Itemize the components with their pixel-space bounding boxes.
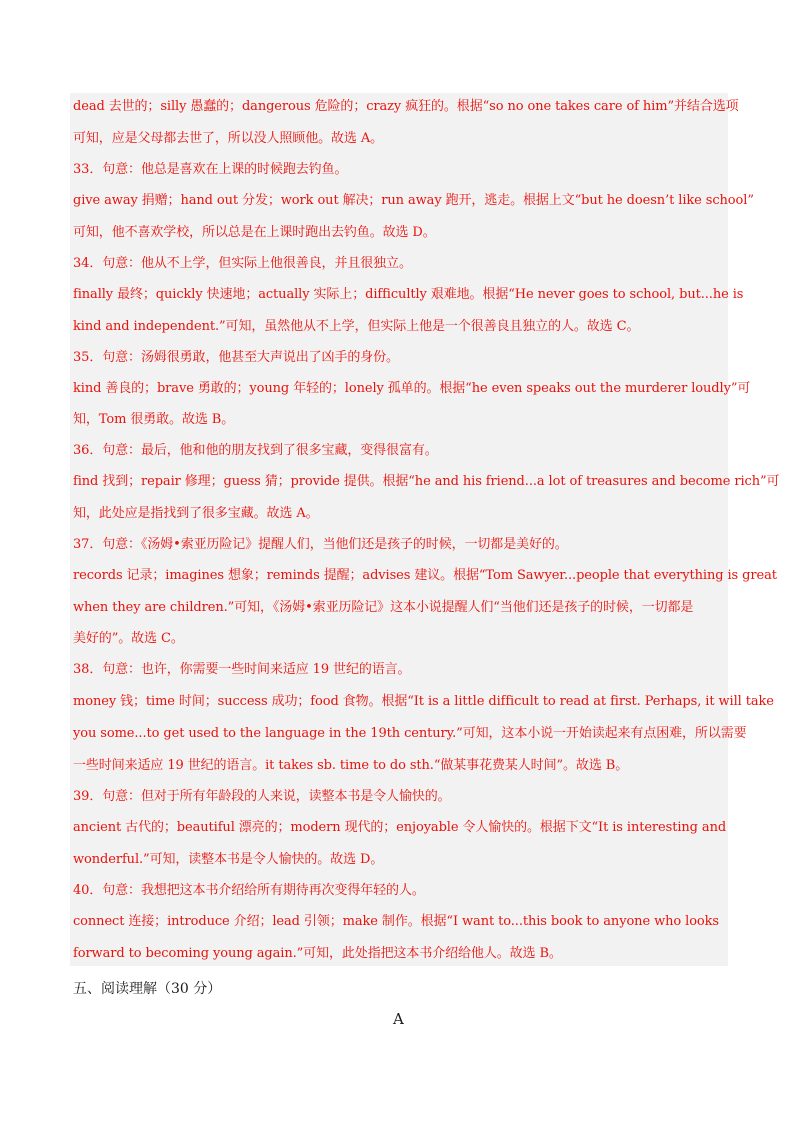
passage-label: A — [393, 1010, 404, 1028]
explanation-line: forward to becoming young again.”可知，此处指把这本书介绍给他人。故选 B。 — [73, 946, 562, 961]
explanation-line: 知，此处应是指找到了很多宝藏。故选 A。 — [73, 506, 319, 521]
explanation-line: you some...to get used to the language in the 19th century.”可知，这本小说一开始读起来有点困难，所以需要 — [73, 726, 747, 741]
explanation-line: 知，Tom 很勇敢。故选 B。 — [73, 412, 235, 427]
explanation-line: kind and independent.”可知，虽然他从不上学，但实际上他是一个很善良且独立的人。故选 C。 — [73, 319, 640, 334]
question-line: 36．句意：最后，他和他的朋友找到了很多宝藏，变得很富有。 — [73, 443, 438, 458]
explanation-line: 一些时间来适应 19 世纪的语言。it takes sb. time to do sth.“做某事花费某人时间”。故选 B。 — [73, 758, 629, 773]
question-line: 40．句意：我想把这本书介绍给所有期待再次变得年轻的人。 — [73, 883, 425, 898]
question-line: 33．句意：他总是喜欢在上课的时候跑去钓鱼。 — [73, 162, 348, 177]
explanation-line: dead 去世的；silly 愚蠢的；dangerous 危险的；crazy 疯狂的。根据“so no one takes care of him”并结合选项 — [73, 99, 739, 114]
explanation-line: kind 善良的；brave 勇敢的；young 年轻的；lonely 孤单的。根据“he even speaks out the murderer loudly”可 — [73, 381, 751, 396]
explanation-line: ancient 古代的；beautiful 漂亮的；modern 现代的；enjoyable 令人愉快的。根据下文“It is interesting and — [73, 820, 727, 835]
explanation-line: give away 捐赠；hand out 分发；work out 解决；run away 跑开，逃走。根据上文“but he doesn’t like school” — [73, 193, 754, 208]
question-line: 34．句意：他从不上学，但实际上他很善良，并且很独立。 — [73, 256, 412, 271]
question-line: 39．句意：但对于所有年龄段的人来说，读整本书是令人愉快的。 — [73, 789, 451, 804]
explanation-line: 可知，他不喜欢学校，所以总是在上课时跑出去钓鱼。故选 D。 — [73, 225, 436, 240]
explanation-line: find 找到；repair 修理；guess 猜；provide 提供。根据“he and his friend...a lot of treasures and become rich”可 — [73, 474, 780, 489]
explanation-line: money 钱；time 时间；success 成功；food 食物。根据“It is a little difficult to read at first. Perhaps, it will take — [73, 694, 774, 709]
explanation-line: finally 最终；quickly 快速地；actually 实际上；difficultly 艰难地。根据“He never goes to school, but...he is — [73, 287, 744, 302]
explanation-line: connect 连接；introduce 介绍；lead 引领；make 制作。根据“I want to...this book to anyone who looks — [73, 914, 719, 929]
explanation-line: wonderful.”可知，读整本书是令人愉快的。故选 D。 — [73, 852, 384, 867]
explanation-line: when they are children.”可知，《汤姆•索亚历险记》这本小说提醒人们“当他们还是孩子的时候，一切都是 — [73, 600, 694, 615]
question-line: 38．句意：也许，你需要一些时间来适应 19 世纪的语言。 — [73, 662, 411, 677]
question-line: 35．句意：汤姆很勇敢，他甚至大声说出了凶手的身份。 — [73, 350, 399, 365]
explanation-line: 美好的”。故选 C。 — [73, 631, 184, 646]
section-title: 五、阅读理解（30 分） — [73, 981, 222, 997]
question-line: 37．句意：《汤姆•索亚历险记》提醒人们，当他们还是孩子的时候，一切都是美好的。 — [73, 537, 568, 552]
explanation-line: records 记录；imagines 想象；reminds 提醒；advises 建议。根据“Tom Sawyer...people that everything is great — [73, 568, 777, 583]
explanation-line: 可知，应是父母都去世了，所以没人照顾他。故选 A。 — [73, 131, 384, 146]
